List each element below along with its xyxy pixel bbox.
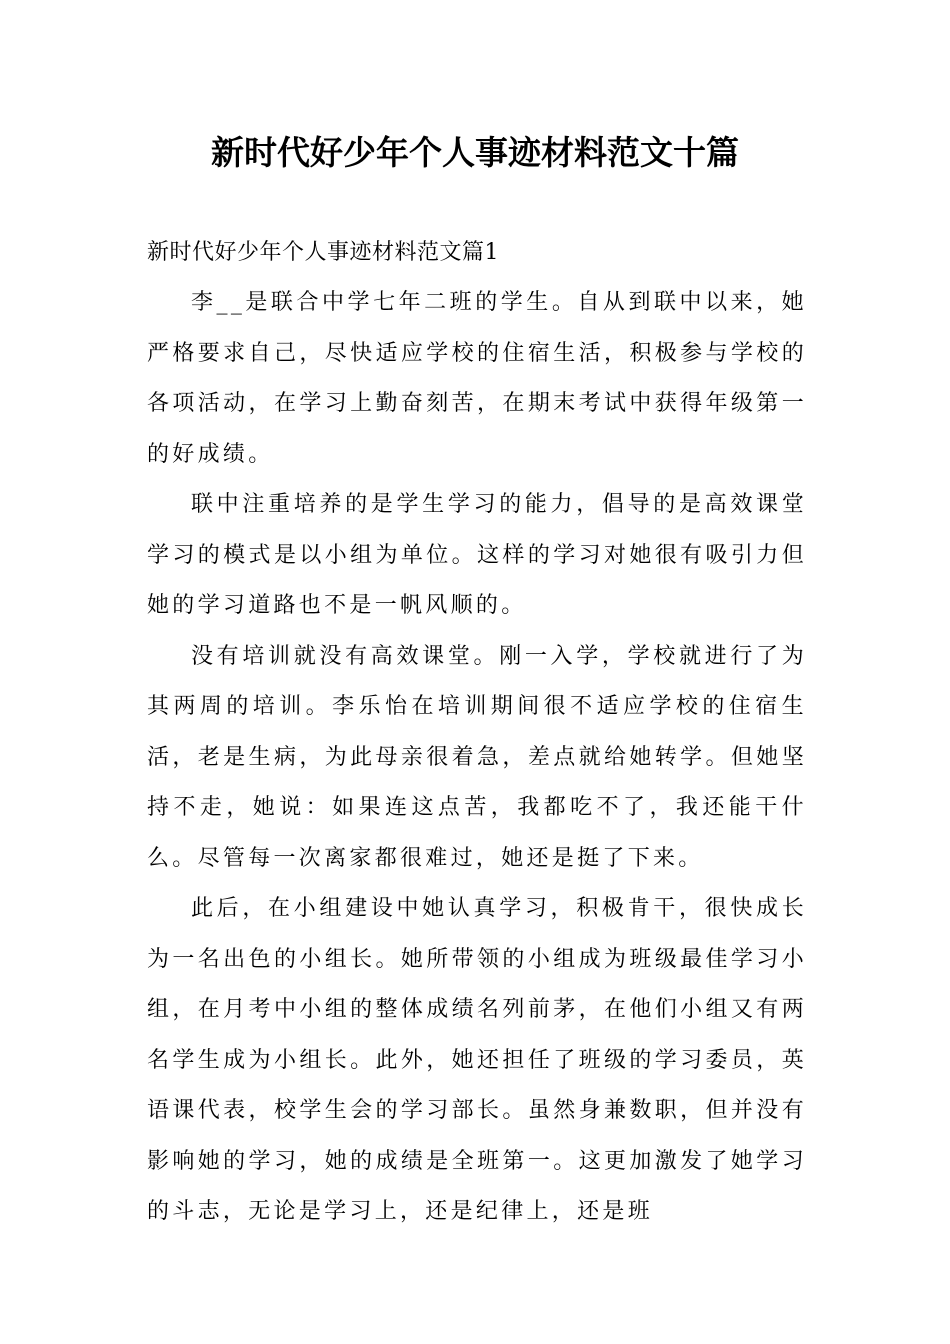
paragraph-3: 没有培训就没有高效课堂。刚一入学，学校就进行了为其两周的培训。李乐怡在培训期间很不适应学校的住宿生活，老是生病，为此母亲很着急，差点就给她转学。但她坚持不走，她说：如果连这点苦，我都吃不了，我还能干什么。尽管每一次离家都很难过，她还是挺了下来。: [147, 643, 807, 871]
paragraph-4: 此后，在小组建设中她认真学习，积极肯干，很快成长为一名出色的小组长。她所带领的小组成为班级最佳学习小组，在月考中小组的整体成绩名列前茅，在他们小组又有两名学生成为小组长。此外，她还担任了班级的学习委员，英语课代表，校学生会的学习部长。虽然身兼数职，但并没有影响她的学习，她的成绩是全班第一。这更加激发了她学习的斗志，无论是学习上，还是纪律上，还是班: [147, 896, 807, 1224]
document-title: 新时代好少年个人事迹材料范文十篇: [211, 133, 739, 172]
document-body: [147, 228, 807, 1238]
paragraph-1: 李__是联合中学七年二班的学生。自从到联中以来，她严格要求自己，尽快适应学校的住宿生活，积极参与学校的各项活动，在学习上勤奋刻苦，在期末考试中获得年级第一的好成绩。: [147, 290, 807, 467]
paragraph-2: 联中注重培养的是学生学习的能力，倡导的是高效课堂学习的模式是以小组为单位。这样的学习对她很有吸引力但她的学习道路也不是一帆风顺的。: [147, 492, 807, 618]
section-heading: 新时代好少年个人事迹材料范文篇1: [147, 240, 499, 265]
